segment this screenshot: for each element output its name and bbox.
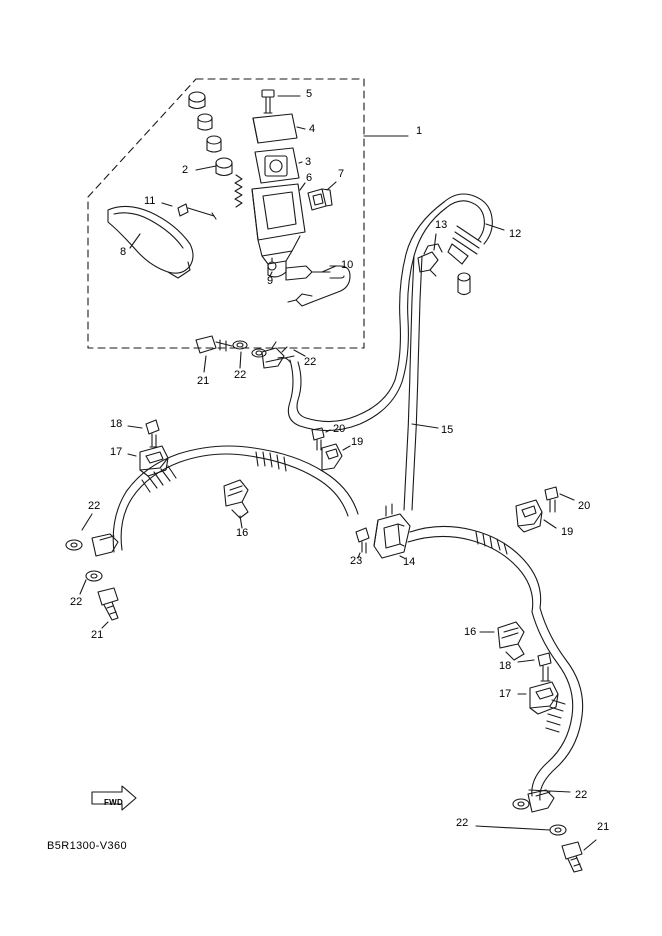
leader-10 (322, 266, 336, 272)
part-22-washers-upper (233, 341, 266, 357)
part-2-piston-kit (189, 92, 242, 207)
callout-22-right-b: 22 (456, 817, 469, 829)
callout-16-left: 16 (236, 527, 249, 539)
part-4-reservoir-cap (253, 114, 297, 143)
leader-17-left (128, 454, 136, 456)
part-22-washer-left-lower (86, 571, 102, 581)
callout-20-middle: 20 (333, 423, 346, 435)
leader-12 (486, 224, 504, 230)
leader-21-left (102, 622, 108, 628)
leader-19-middle (343, 446, 350, 450)
callout-4: 4 (309, 123, 316, 135)
part-22-washer-left (66, 540, 82, 550)
callout-17-right: 17 (499, 688, 512, 700)
callout-22-upper-b: 22 (304, 356, 317, 368)
part-17-holder-right (530, 682, 558, 714)
leader-4 (297, 127, 305, 129)
right-brake-hose-lower (532, 608, 583, 800)
callout-21-right: 21 (597, 821, 610, 833)
part-23-joint-bolt (356, 528, 369, 553)
callout-18-left: 18 (110, 418, 123, 430)
part-18-screw-right (538, 653, 551, 681)
callout-22-left: 22 (88, 500, 101, 512)
callout-10: 10 (341, 259, 354, 271)
part-20-screw-right (545, 487, 558, 512)
leader-21-right (584, 840, 596, 850)
callout-11: 11 (144, 195, 156, 207)
right-hose-end-fitting (528, 790, 554, 812)
part-19-holder-right (516, 500, 542, 532)
part-6-master-cylinder-body (252, 184, 305, 277)
right-brake-hose-upper (408, 526, 541, 612)
part-5-cap-screw (262, 90, 274, 113)
callout-1: 1 (416, 125, 423, 137)
callout-22-right-a: 22 (575, 789, 588, 801)
part-22-washer-right-upper (513, 799, 529, 809)
part-14-three-way-joint (374, 504, 410, 558)
callout-5: 5 (306, 88, 313, 100)
part-8-brake-lever (108, 206, 193, 278)
leader-7 (327, 182, 336, 190)
part-7-clamp (308, 189, 332, 210)
diagram-part-code: B5R1300-V360 (47, 840, 128, 852)
part-18-screw-left (146, 420, 159, 447)
callout-15: 15 (441, 424, 454, 436)
leader-22-right-b (476, 826, 550, 830)
callout-21-upper: 21 (197, 375, 210, 387)
callout-22-upper-a: 22 (234, 369, 247, 381)
callout-22-left-lower: 22 (70, 596, 83, 608)
leader-21-upper (204, 356, 206, 372)
leader-2 (196, 166, 216, 170)
callout-7: 7 (338, 168, 345, 180)
part-19-holder-middle (322, 444, 342, 470)
leader-22-upper-a (240, 352, 241, 368)
leader-8 (130, 234, 140, 248)
leader-20-right (560, 494, 574, 500)
callout-13: 13 (435, 219, 448, 231)
part-10-brake-pipe (286, 266, 350, 306)
leader-11 (162, 203, 172, 206)
callout-2: 2 (182, 164, 189, 176)
part-21-union-bolt-upper (196, 336, 232, 353)
part-12-hose-end (444, 194, 492, 295)
callout-20-right: 20 (578, 500, 591, 512)
callout-19-right: 19 (561, 526, 574, 538)
callout-17-left: 17 (110, 446, 123, 458)
callout-9: 9 (267, 275, 274, 287)
callout-14: 14 (403, 556, 416, 568)
left-hose-end-fitting (92, 534, 118, 556)
part-16-clip-right (498, 622, 524, 660)
leader-18-right (518, 660, 534, 662)
leader-13 (434, 234, 436, 250)
part-20-screw-middle (312, 428, 324, 450)
callout-18-right: 18 (499, 660, 512, 672)
leader-22-left-lower (80, 580, 86, 594)
part-22-washer-right-lower (550, 825, 566, 835)
callout-23: 23 (350, 555, 363, 567)
part-11-pivot-bolt (178, 204, 216, 219)
hose-upper-fitting (262, 342, 294, 368)
callout-16-right: 16 (464, 626, 477, 638)
leader-6 (300, 183, 305, 190)
leader-3 (299, 162, 302, 163)
part-16-clip-left (224, 480, 248, 518)
callout-19-middle: 19 (351, 436, 364, 448)
callout-12: 12 (509, 228, 522, 240)
fwd-label: FWD (104, 798, 124, 807)
callout-8: 8 (120, 246, 127, 258)
callout-21-left: 21 (91, 629, 104, 641)
part-21-union-bolt-right (562, 842, 582, 872)
part-3-diaphragm (255, 148, 299, 183)
callout-3: 3 (305, 156, 312, 168)
part-21-union-bolt-left (98, 588, 118, 620)
leader-18-left (128, 426, 142, 428)
callout-6: 6 (306, 172, 313, 184)
leader-22-left (82, 514, 92, 530)
leader-19-right (544, 520, 556, 528)
